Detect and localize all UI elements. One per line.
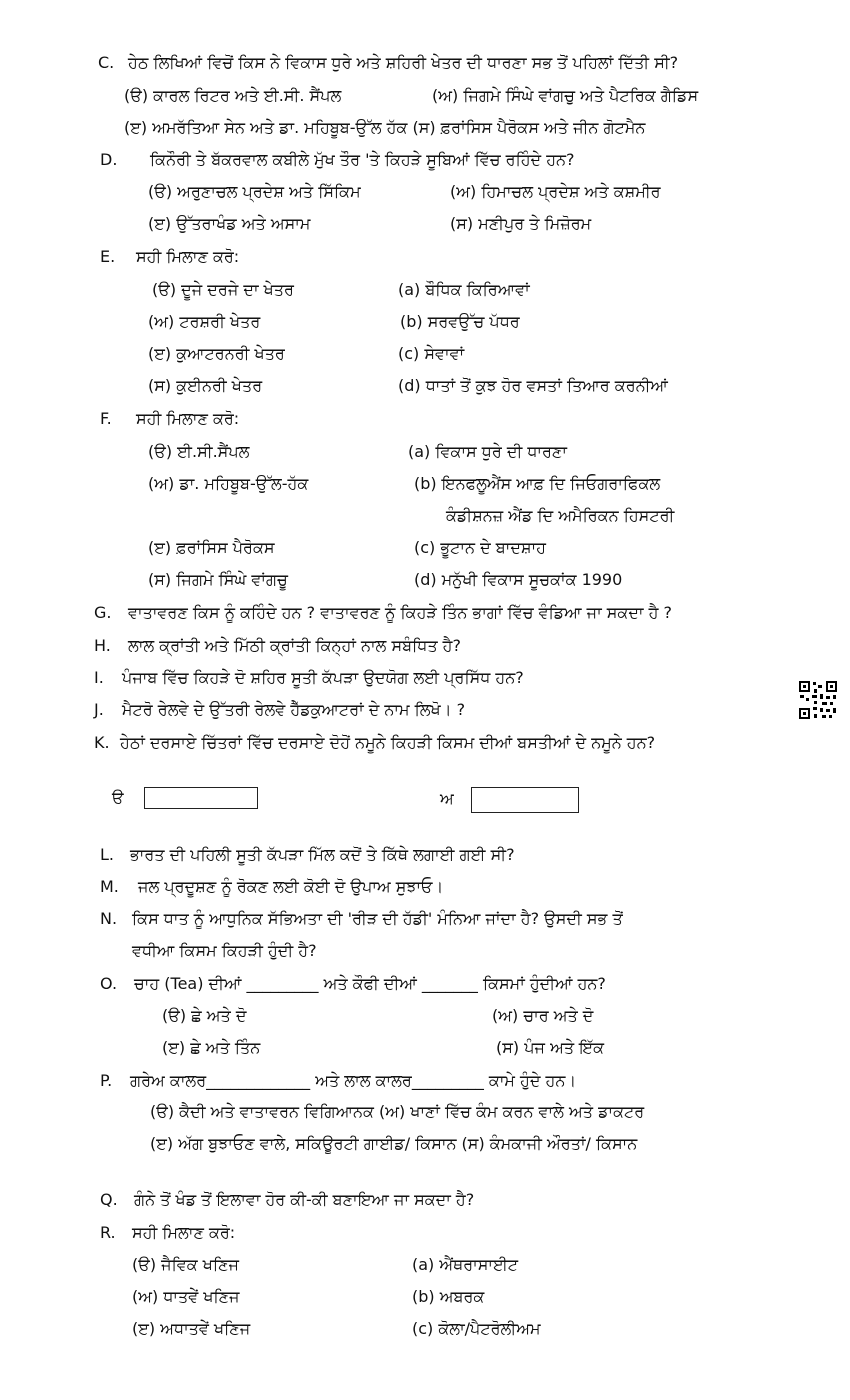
- q-e-right-3: (c) ਸੇਵਾਵਾਂ: [398, 344, 465, 363]
- q-k-label: K.: [94, 733, 110, 752]
- q-r-left-2: (ਅ) ਧਾਤਵੇਂ ਖਣਿਜ: [132, 1287, 240, 1306]
- q-k-figure-2-label: ਅ: [440, 789, 454, 808]
- qr-code-icon: [798, 680, 838, 720]
- q-e-right-1: (a) ਬੌਧਿਕ ਕਿਰਿਆਵਾਂ: [398, 280, 530, 299]
- q-p-text: ਗਰੇਅ ਕਾਲਰ_____________ ਅਤੇ ਲਾਲ ਕਾਲਰ_________ ਕਾਮੇ ਹੁੰਦੇ ਹਨ।: [130, 1071, 577, 1090]
- q-l-label: L.: [100, 845, 114, 864]
- q-c-text: ਹੇਠ ਲਿਖਿਆਂ ਵਿਚੋਂ ਕਿਸ ਨੇ ਵਿਕਾਸ ਧੁਰੇ ਅਤੇ ਸ਼ਹਿਰੀ ਖੇਤਰ ਦੀ ਧਾਰਣਾ ਸਭ ਤੋਂ ਪਹਿਲਾਂ ਦਿੱਤੀ ਸੀ?: [128, 53, 679, 72]
- q-e-right-4: (d) ਧਾਤਾਂ ਤੋਂ ਕੁਝ ਹੋਰ ਵਸਤਾਂ ਤਿਆਰ ਕਰਨੀਆਂ: [398, 376, 668, 395]
- q-e-left-3: (ੲ) ਕੁਆਟਰਨਰੀ ਖੇਤਰ: [148, 344, 285, 363]
- q-f-left-1: (ੳ) ਈ.ਸੀ.ਸੈਂਪਲ: [148, 442, 250, 461]
- q-e-left-4: (ਸ) ਕੁਈਨਰੀ ਖੇਤਰ: [148, 376, 263, 395]
- q-j-text: ਮੈਟਰੋ ਰੇਲਵੇ ਦੇ ਉੱਤਰੀ ਰੇਲਵੇ ਹੈੱਡਕੁਆਟਰਾਂ ਦੇ ਨਾਮ ਲਿਖੋ। ?: [122, 700, 466, 719]
- q-f-left-2: (ਅ) ਡਾ. ਮਹਿਬੂਬ-ਉੱਲ-ਹੱਕ: [148, 474, 309, 493]
- q-f-left-3: (ੲ) ਫ਼ਰਾਂਸਿਸ ਪੈਰੋਕਸ: [148, 538, 275, 557]
- q-d-option-4: (ਸ) ਮਣੀਪੁਰ ਤੇ ਮਿਜ਼ੋਰਮ: [450, 214, 592, 233]
- q-q-text: ਗੰਨੇ ਤੋਂ ਖੰਡ ਤੋਂ ਇਲਾਵਾ ਹੋਰ ਕੀ-ਕੀ ਬਣਾਇਆ ਜਾ ਸਕਦਾ ਹੈ?: [134, 1190, 475, 1209]
- q-d-option-3: (ੲ) ਉੱਤਰਾਖੰਡ ਅਤੇ ਅਸਾਮ: [148, 214, 311, 233]
- q-i-text: ਪੰਜਾਬ ਵਿੱਚ ਕਿਹੜੇ ਦੋ ਸ਼ਹਿਰ ਸੂਤੀ ਕੱਪੜਾ ਉਦਯੋਗ ਲਈ ਪ੍ਰਸਿੱਧ ਹਨ?: [122, 668, 524, 687]
- q-o-option-2: (ਅ) ਚਾਰ ਅਤੇ ਦੋ: [492, 1006, 594, 1025]
- q-o-label: O.: [100, 974, 118, 993]
- q-h-label: H.: [94, 636, 111, 655]
- q-p-options-1-2: (ੳ) ਕੈਦੀ ਅਤੇ ਵਾਤਾਵਰਨ ਵਿਗਿਆਨਕ (ਅ) ਖਾਣਾਂ ਵਿੱਚ ਕੰਮ ਕਰਨ ਵਾਲੇ ਅਤੇ ਡਾਕਟਰ: [150, 1102, 645, 1121]
- q-e-label: E.: [100, 247, 116, 266]
- q-c-label: C.: [98, 53, 115, 72]
- q-o-option-1: (ੳ) ਛੇ ਅਤੇ ਦੋ: [162, 1006, 247, 1025]
- q-f-right-2-cont: ਕੰਡੀਸ਼ਨਜ਼ ਐਂਡ ਦਿ ਅਮੈਰਿਕਨ ਹਿਸਟਰੀ: [446, 506, 675, 525]
- q-g-text: ਵਾਤਾਵਰਣ ਕਿਸ ਨੂੰ ਕਹਿੰਦੇ ਹਨ ? ਵਾਤਾਵਰਣ ਨੂੰ ਕਿਹੜੇ ਤਿੰਨ ਭਾਗਾਂ ਵਿੱਚ ਵੰਡਿਆ ਜਾ ਸਕਦਾ ਹੈ ?: [128, 603, 672, 622]
- q-c-option-2: (ਅ) ਜਿਗਮੇ ਸਿੰਘੇ ਵਾਂਗਚੁ ਅਤੇ ਪੈਟਰਿਕ ਗੈਡਿਸ: [432, 86, 699, 105]
- q-m-text: ਜਲ ਪ੍ਰਦੂਸ਼ਣ ਨੂੰ ਰੋਕਣ ਲਈ ਕੋਈ ਦੋ ਉਪਾਅ ਸੁਝਾਓ।: [138, 877, 444, 896]
- q-e-left-2: (ਅ) ਟਰਸ਼ਰੀ ਖੇਤਰ: [148, 312, 261, 331]
- q-r-left-1: (ੳ) ਜੈਵਿਕ ਖਣਿਜ: [132, 1255, 239, 1274]
- q-f-right-3: (c) ਭੂਟਾਨ ਦੇ ਬਾਦਸ਼ਾਹ: [414, 538, 546, 557]
- q-r-label: R.: [100, 1223, 116, 1242]
- q-n-text-2: ਵਧੀਆ ਕਿਸਮ ਕਿਹੜੀ ਹੁੰਦੀ ਹੈ?: [132, 941, 317, 960]
- q-r-right-2: (b) ਅਬਰਕ: [412, 1287, 485, 1306]
- q-n-text-1: ਕਿਸ ਧਾਤ ਨੂੰ ਆਧੁਨਿਕ ਸੱਭਿਅਤਾ ਦੀ 'ਰੀੜ ਦੀ ਹੱਡੀ' ਮੰਨਿਆ ਜਾਂਦਾ ਹੈ? ਉਸਦੀ ਸਭ ਤੋਂ: [132, 909, 623, 928]
- q-g-label: G.: [94, 603, 112, 622]
- q-f-right-2: (b) ਇਨਫਲੂਐਂਸ ਆਫ਼ ਦਿ ਜਿਓਗਰਾਫਿਕਲ: [414, 474, 661, 493]
- q-f-right-1: (a) ਵਿਕਾਸ ਧੁਰੇ ਦੀ ਧਾਰਣਾ: [408, 442, 567, 461]
- q-i-label: I.: [94, 668, 104, 687]
- q-d-option-2: (ਅ) ਹਿਮਾਚਲ ਪ੍ਰਦੇਸ਼ ਅਤੇ ਕਸ਼ਮੀਰ: [450, 182, 661, 201]
- q-l-text: ਭਾਰਤ ਦੀ ਪਹਿਲੀ ਸੂਤੀ ਕੱਪੜਾ ਮਿੱਲ ਕਦੋਂ ਤੇ ਕਿੱਥੇ ਲਗਾਈ ਗਈ ਸੀ?: [130, 845, 515, 864]
- q-c-options-3-4: (ੲ) ਅਮਰੱਤਿਆ ਸੇਨ ਅਤੇ ਡਾ. ਮਹਿਬੂਬ-ਉੱਲ ਹੱਕ (ਸ) ਫ਼ਰਾਂਸਿਸ ਪੈਰੋਕਸ ਅਤੇ ਜੀਨ ਗੋਟਮੈਨ: [124, 118, 646, 137]
- q-r-left-3: (ੲ) ਅਧਾਤਵੇਂ ਖਣਿਜ: [132, 1319, 251, 1338]
- q-f-text: ਸਹੀ ਮਿਲਾਣ ਕਰੋ:: [136, 409, 240, 428]
- q-k-text: ਹੇਠਾਂ ਦਰਸਾਏ ਚਿੱਤਰਾਂ ਵਿੱਚ ਦਰਸਾਏ ਦੋਹੋਂ ਨਮੂਨੇ ਕਿਹੜੀ ਕਿਸਮ ਦੀਆਂ ਬਸਤੀਆਂ ਦੇ ਨਮੂਨੇ ਹਨ?: [120, 733, 656, 752]
- q-k-figure-2-box: [471, 787, 579, 813]
- q-d-option-1: (ੳ) ਅਰੁਣਾਚਲ ਪ੍ਰਦੇਸ਼ ਅਤੇ ਸਿੱਕਿਮ: [148, 182, 361, 201]
- q-f-label: F.: [100, 409, 112, 428]
- q-p-label: P.: [100, 1071, 113, 1090]
- q-d-label: D.: [100, 150, 118, 169]
- q-p-options-3-4: (ੲ) ਅੱਗ ਬੁਝਾਓਣ ਵਾਲੇ, ਸਕਿਊਰਟੀ ਗਾਈਡ/ ਕਿਸਾਨ (ਸ) ਕੰਮਕਾਜੀ ਔਰਤਾਂ/ ਕਿਸਾਨ: [150, 1134, 638, 1153]
- q-d-text: ਕਿਨੌਰੀ ਤੇ ਬੱਕਰਵਾਲ ਕਬੀਲੇ ਮੁੱਖ ਤੌਰ 'ਤੇ ਕਿਹੜੇ ਸੂਬਿਆਂ ਵਿੱਚ ਰਹਿੰਦੇ ਹਨ?: [150, 150, 575, 169]
- q-j-label: J.: [94, 700, 104, 719]
- q-r-text: ਸਹੀ ਮਿਲਾਣ ਕਰੋ:: [132, 1223, 236, 1242]
- q-k-figure-1-label: ੳ: [112, 788, 124, 807]
- q-o-option-3: (ੲ) ਛੇ ਅਤੇ ਤਿੰਨ: [162, 1038, 261, 1057]
- q-k-figure-1-box: [144, 787, 258, 809]
- q-f-right-4: (d) ਮਨੁੱਖੀ ਵਿਕਾਸ ਸੂਚਕਾਂਕ 1990: [414, 570, 623, 589]
- q-r-right-3: (c) ਕੋਲਾ/ਪੈਟਰੋਲੀਅਮ: [412, 1319, 541, 1338]
- q-m-label: M.: [100, 877, 119, 896]
- q-e-text: ਸਹੀ ਮਿਲਾਣ ਕਰੋ:: [136, 247, 240, 266]
- q-o-text: ਚਾਹ (Tea) ਦੀਆਂ _________ ਅਤੇ ਕੌਫੀ ਦੀਆਂ _______ ਕਿਸਮਾਂ ਹੁੰਦੀਆਂ ਹਨ?: [134, 974, 606, 993]
- q-f-left-4: (ਸ) ਜਿਗਮੇ ਸਿੰਘੇ ਵਾਂਗਚੂ: [148, 570, 288, 589]
- q-r-right-1: (a) ਐਂਥਰਾਸਾਈਟ: [412, 1255, 519, 1274]
- q-h-text: ਲਾਲ ਕ੍ਰਾਂਤੀ ਅਤੇ ਮਿੱਠੀ ਕ੍ਰਾਂਤੀ ਕਿਨ੍ਹਾਂ ਨਾਲ ਸਬੰਧਿਤ ਹੈ?: [128, 636, 461, 655]
- q-e-right-2: (b) ਸਰਵਉੱਚ ਪੱਧਰ: [400, 312, 520, 331]
- q-o-option-4: (ਸ) ਪੰਜ ਅਤੇ ਇੱਕ: [496, 1038, 604, 1057]
- q-e-left-1: (ੳ) ਦੂਜੇ ਦਰਜੇ ਦਾ ਖੇਤਰ: [152, 280, 294, 299]
- q-c-option-1: (ੳ) ਕਾਰਲ ਰਿਟਰ ਅਤੇ ਈ.ਸੀ. ਸੈਂਪਲ: [124, 86, 342, 105]
- q-n-label: N.: [100, 909, 118, 928]
- q-q-label: Q.: [100, 1190, 118, 1209]
